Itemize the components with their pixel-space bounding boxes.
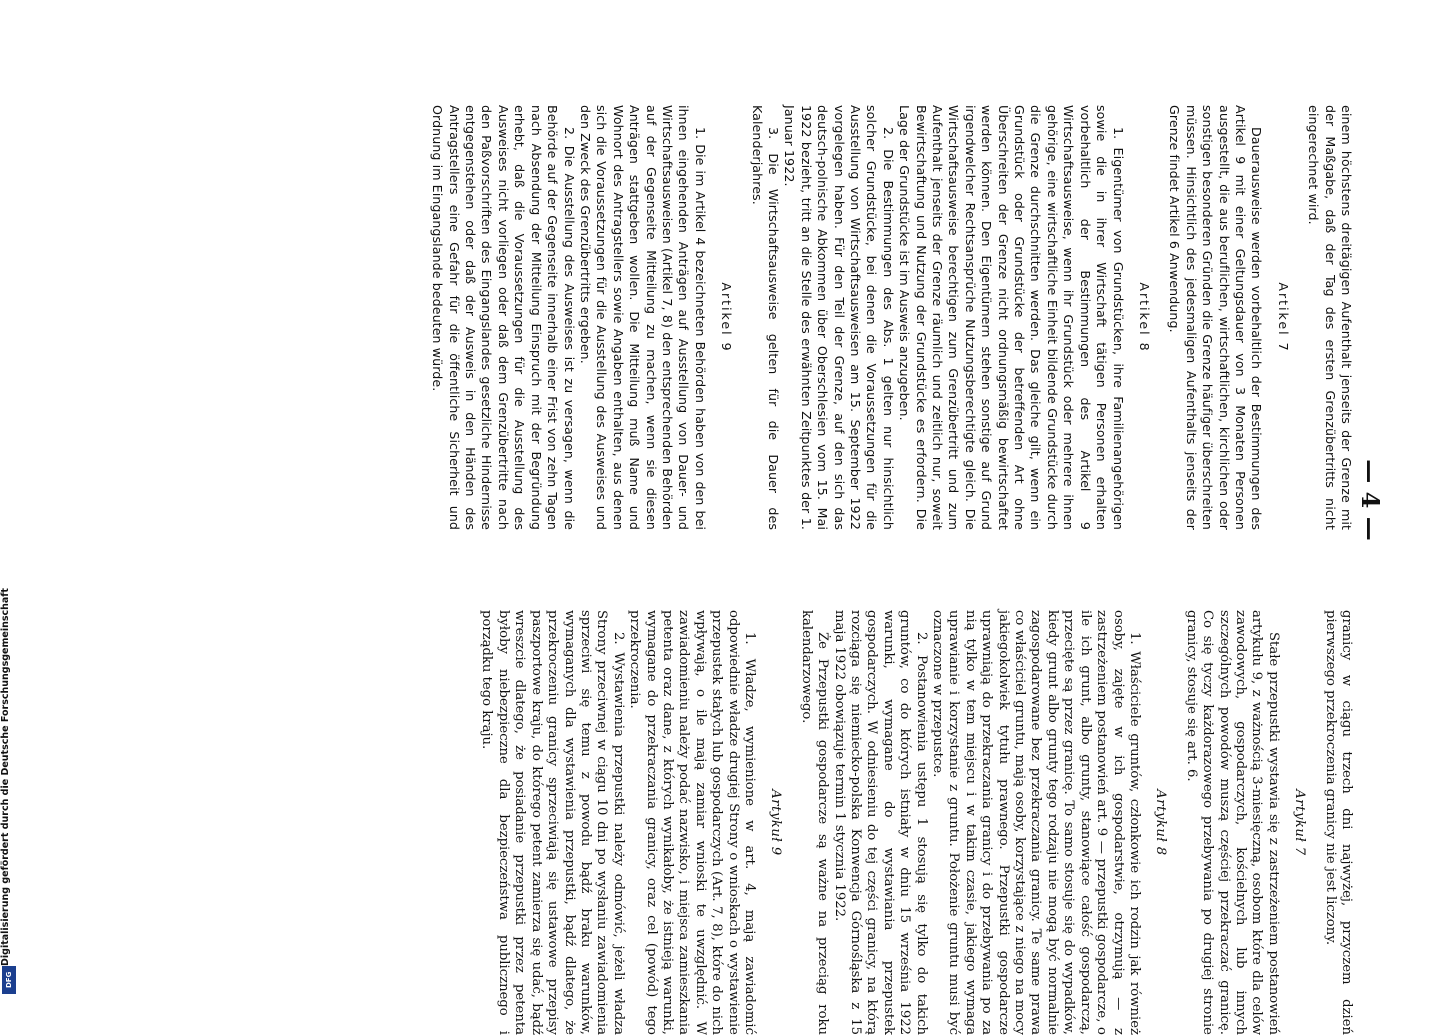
digitization-footer: [0, 0, 20, 1000]
polish-article-8-para-2: 2. Postanowienia ustępu 1 stosują się tylko do takich gruntów, co do których istniały w dniu 15 września 1922 warunki, wymagane do wystawiania przepustek gospodarczych. W odniesieniu do tej części granicy, na którą rozciąga się niemiecko-polska Konwencja Górnośląska z 15 maja 1922 obowiązuje termin 1 stycznia 1922.: [831, 610, 929, 1035]
german-article-7-heading: Artikel 7: [1275, 282, 1291, 353]
polish-article-8-heading: Artykuł 8: [1153, 789, 1169, 856]
german-article-7-text: Dauerausweise werden vorbehaltlich der Bestimmungen des Artikel 9 mit einer Geltungsdauer von 3 Monaten Personen ausgestellt, die aus beruflichen, wirtschaftlichen, kirchlichen oder sonstigen besonderen Gründen die Grenze häufiger überschreiten müssen. Hinsichtlich des jedesmaligen Aufenthalts jenseits der Grenze findet Artikel 6 Anwendung.: [1167, 105, 1265, 530]
polish-article-9-para-1: 1. Władze, wymienione w art. 4, mają zawiadomić odpowiednie władze drugiej Strony o wnioskach o wystawienie przepustek stałych lub gospodarczych (Art. 7, 8), które do nich wpływają, o ile mają zamiar wnioski te uwzględnić. W zawiadomieniu należy podać nazwisko, i miejsca zamieszkania petenta oraz dane, z których wynikałoby, że istnieją warunki, wymagane do przekraczania granicy, oraz cel (powód) tego przekroczenia.: [627, 610, 757, 1035]
german-article-9-para-2: 2. Die Ausstellung des Ausweises ist zu versagen, wenn die Behörde auf der Gegenseite innerhalb einer Frist von zehn Tagen nach Absendung der Mitteilung Einspruch mit der Begründung erhebt, daß die Voraussetzungen für die Ausstellung des Ausweises nicht vorliegen oder daß dem Grenzübertritte nach den Paßvorschriften des Eingangslandes gesetzliche Hindernisse entgegenstehen oder daß der Ausweis in den Händen des Antragstellers eine Gefahr für die öffentliche Sicherheit und Ordnung im Eingangslande bedeuten würde.: [430, 105, 577, 530]
german-article-9-heading: Artikel 9: [719, 282, 735, 353]
german-article-8-para-3: 3. Die Wirtschaftsausweise gelten für die Dauer des Kalenderjahres.: [749, 105, 781, 530]
page-number: — 4 —: [1356, 459, 1385, 541]
dfg-logo-icon: DFG: [2, 966, 16, 994]
german-intro: einem höchstens dreitägigen Aufenthalt jenseits der Grenze mit der Maßgabe, daß der Tag des ersten Grenzübertritts nicht eingerechnet wird.: [1306, 105, 1354, 530]
german-article-9-para-1: 1. Die im Artikel 4 bezeichneten Behörden haben von den bei ihnen eingehenden Anträgen auf Ausstellung von Dauer- und Wirtschaftsausweisen (Artikel 7, 8) den entsprechenden Behörden auf der Gegenseite Mitteilung zu machen, wenn sie diesen Anträgen stattgeben wollen. Die Mitteilung muß Name und Wohnort des Antragstellers sowie Angaben enthalten, aus denen sich die Voraussetzungen für die Ausstellung des Ausweises und den Zweck des Grenzübertritts ergeben.: [577, 105, 708, 530]
polish-column: [478, 610, 1354, 1035]
polish-article-8-para-3: Że Przepustki gospodarcze są ważne na przeciąg roku kalendarzowego.: [798, 610, 831, 1035]
german-article-8-heading: Artikel 8: [1136, 282, 1152, 353]
polish-article-7-text: Stałe przepustki wystawia się z zastrzeżeniem postanowień artykułu 9, z ważnością 3-miesięczną, osobom które dla celów zawodowych, gospodarczych, kościelnych lub innych szczególnych powodów muszą częściej przekraczać granicę. Co się tyczy każdorazowego przebywania po drugiej stronie granicy, stosuje się art. 6.: [1183, 610, 1281, 1035]
polish-article-8-para-1: 1. Właściciele gruntów, członkowie ich rodzin jak również osoby, zajęte w ich gospodarstwie, otrzymują — z zastrzeżeniem postanowień art. 9 — przepustki gospodarcze, o ile ich grunt, albo grunty, stanowiące całość gospodarczą, przecięte są przez granicę. To samo stosuje się do wypadków, kiedy grunt albo grunty tego rodzaju nie mogą być normalnie zagospodarowane bez przekraczania granicy. Te same prawa co właściciel gruntu, mają osoby, korzystające z niego na mocy jakiegokolwiek tytułu prawnego. Przepustki gospodarcze uprawniają do przekraczania granicy i do przebywania po za nią tylko w tem miejscu i w takim czasie, jakiego wymaga uprawianie i korzystanie z gruntu. Położenie gruntu musi być oznaczone w przepustce.: [930, 610, 1142, 1035]
german-column: [429, 105, 1354, 530]
german-article-8-para-1: 1. Eigentümer von Grundstücken, ihre Familienangehörigen sowie die in ihrer Wirtschaft tätigen Personen erhalten vorbehaltlich der Bestimmungen des Artikel 9 Wirtschaftsausweise, wenn ihr Grundstück oder mehrere ihnen gehörige, eine wirtschaftliche Einheit bildende Grundstücke durch die Grenze durchschnitten werden. Das gleiche gilt, wenn ein Grundstück oder Grundstücke der betreffenden Art ohne Überschreiten der Grenze nicht ordnungsmäßig bewirtschaftet werden können. Den Eigentümern stehen sonstige auf Grund irgendwelcher Rechtsansprüche Nutzungsberechtigte gleich. Die Wirtschaftsausweise berechtigen zum Grenzübertritt und zum Aufenthalt jenseits der Grenze räumlich und zeitlich nur, soweit Bewirtschaftung und Nutzung der Grundstücke es erfordern. Die Lage der Grundstücke ist im Ausweis anzugeben.: [897, 105, 1126, 530]
german-article-8-para-2: 2. Die Bestimmungen des Abs. 1 gelten nur hinsichtlich solcher Grundstücke, bei denen die Voraussetzungen für die Ausstellung von Wirtschaftsausweisen am 15. September 1922 vorgelegen haben. Für den Teil der Grenze, auf den sich das deutsch-polnische Abkommen über Oberschlesien vom 15. Mai 1922 bezieht, tritt an die Stelle des erwähnten Zeitpunktes der 1. Januar 1922.: [782, 105, 896, 530]
polish-article-7-heading: Artykuł 7: [1292, 789, 1308, 856]
footer-credit: Digitalisierung gefördert durch die Deutsche Forschungsgemeinschaft: [0, 588, 11, 966]
polish-article-9-heading: Artykuł 9: [768, 789, 784, 856]
polish-intro: granicy w ciągu trzech dni najwyżej, przyczem dzień pierwszego przekroczenia granicy nie jest liczony.: [1322, 610, 1354, 1035]
polish-article-9-para-2: 2. Wystawienia przepustki należy odmówić, jeżeli władza Strony przeciwnej w ciągu 10 dni po wysłaniu zawiadomienia sprzeciwi się temu z powodu bądź braku warunków, wymaganych dla wystawienia przepustki, bądź dlatego, że przekroczeniu granicy sprzeciwiają się ustawowe przepisy paszportowe kraju, do którego petent zamierza się udać, bądź wreszcie dlatego, że posiadanie przepustki przez petenta byłoby niebezpieczne dla bezpieczeństwa publicznego i porządku tego kraju.: [479, 610, 626, 1035]
